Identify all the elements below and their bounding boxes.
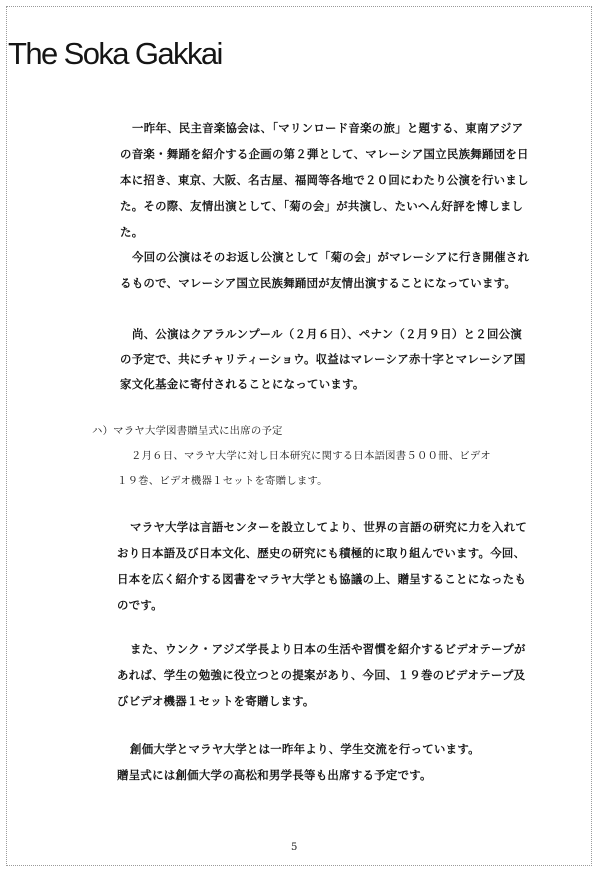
paragraph-3-line-3: 家文化基金に寄付されることになっています。 bbox=[120, 377, 365, 391]
paragraph-1-line-4: た。その際、友情出演として、「菊の会」が共演し、たいへん好評を博しまし bbox=[120, 199, 524, 213]
page-number: 5 bbox=[291, 842, 298, 853]
paragraph-6-line-2: あれば、学生の勉強に役立つとの提案があり、今回、１９巻のビデオテープ及 bbox=[117, 668, 526, 682]
paragraph-6-line-3: びビデオ機器１セットを寄贈します。 bbox=[117, 694, 315, 708]
paragraph-5-line-1: マラヤ大学は言語センターを設立してより、世界の言語の研究に力を入れて bbox=[130, 520, 528, 534]
paragraph-1-line-1: 一昨年、民主音楽協会は、「マリンロード音楽の旅」と題する、東南アジア bbox=[132, 121, 524, 135]
paragraph-2-line-2: るもので、マレーシア国立民族舞踊団が友情出演することになっています。 bbox=[120, 276, 517, 290]
header-title: The Soka Gakkai bbox=[8, 36, 222, 71]
paragraph-3-line-1: 尚、公演はクアラルンプール（２月６日）、ペナン（２月９日）と２回公演 bbox=[132, 327, 523, 341]
paragraph-7-line-1: 創価大学とマラヤ大学とは一昨年より、学生交流を行っています。 bbox=[130, 742, 480, 756]
paragraph-1-line-2: の音楽・舞踊を紹介する企画の第２弾として、マレーシア国立民族舞踊団を日 bbox=[120, 147, 529, 161]
paragraph-2-line-1: 今回の公演はそのお返し公演として「菊の会」がマレーシアに行き開催され bbox=[132, 250, 530, 264]
paragraph-4-line-2: １９巻、ビデオ機器１セットを寄贈します。 bbox=[117, 475, 328, 487]
paragraph-4-line-1: ２月６日、マラヤ大学に対し日本研究に関する日本語図書５００冊、ビデオ bbox=[131, 450, 491, 462]
paragraph-6-line-1: また、ウンク・アジズ学長より日本の生活や習慣を紹介するビデオテープが bbox=[130, 642, 526, 656]
paragraph-1-line-3: 本に招き、東京、大阪、名古屋、福岡等各地で２０回にわたり公演を行いまし bbox=[120, 173, 529, 187]
paragraph-1-line-5: た。 bbox=[120, 225, 144, 239]
section-heading: ハ）マラヤ大学図書贈呈式に出席の予定 bbox=[92, 425, 283, 437]
paragraph-5-line-2: おり日本語及び日本文化、歴史の研究にも積極的に取り組んでいます。今回、 bbox=[117, 546, 526, 560]
paragraph-7-line-2: 贈呈式には創価大学の高松和男学長等も出席する予定です。 bbox=[117, 768, 432, 782]
paragraph-3-line-2: の予定で、共にチャリティーショウ。収益はマレーシア赤十字とマレーシア国 bbox=[120, 352, 526, 366]
paragraph-5-line-4: のです。 bbox=[117, 598, 163, 612]
paragraph-5-line-3: 日本を広く紹介する図書をマラヤ大学とも協議の上、贈呈することになったも bbox=[117, 572, 527, 586]
